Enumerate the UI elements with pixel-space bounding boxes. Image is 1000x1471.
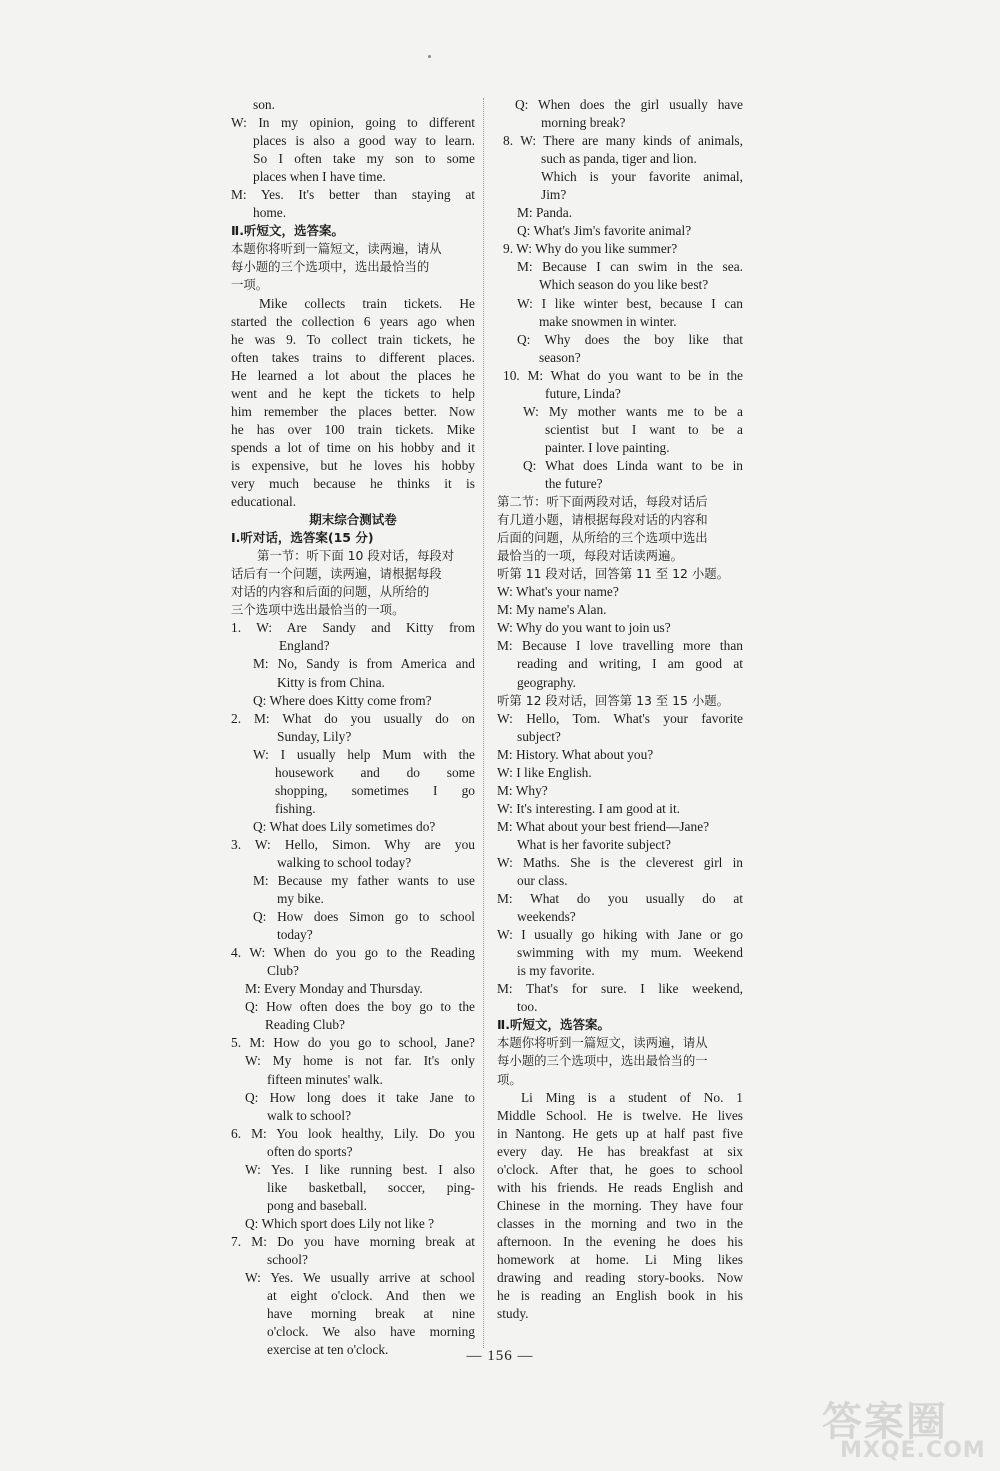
text-line: him remember the places better. Now: [231, 403, 475, 419]
text-line: 3. W: Hello, Simon. Why are you: [231, 836, 475, 852]
text-line: he was 9. To collect train tickets, he: [231, 331, 475, 347]
text-line: England?: [279, 638, 330, 654]
text-line: M: Every Monday and Thursday.: [245, 981, 423, 997]
text-line: Mike collects train tickets. He: [259, 295, 475, 311]
text-line: my bike.: [277, 891, 324, 907]
text-line: Q: Why does the boy like that: [517, 331, 743, 347]
text-line: o'clock. We also have morning: [267, 1324, 475, 1340]
text-line: 有几道小题，请根据每段对话的内容和: [497, 512, 708, 528]
text-line: 2. M: What do you usually do on: [231, 710, 475, 726]
text-line: school?: [267, 1252, 308, 1267]
watermark-url: MXQE.COM: [840, 1438, 986, 1463]
text-line: Q: When does the girl usually have: [515, 97, 743, 112]
text-line: Ⅱ.听短文，选答案。: [497, 1017, 610, 1033]
text-line: make snowmen in winter.: [539, 313, 677, 329]
text-line: 8. W: There are many kinds of animals,: [503, 133, 743, 149]
text-line: with his friends. He reads English and: [497, 1179, 743, 1195]
text-line: Club?: [267, 963, 299, 979]
text-line: Ⅱ.听短文，选答案。: [231, 223, 344, 239]
text-line: Ⅰ.听对话，选答案(15 分): [231, 530, 374, 546]
text-line: 第二节：听下面两段对话，每段对话后: [497, 494, 708, 510]
text-line: W: My mother wants me to be a: [523, 403, 743, 419]
text-line: Chinese in the morning. They have four: [497, 1197, 743, 1213]
left-column: [231, 96, 475, 1359]
text-line: 每小题的三个选项中，选出最恰当的: [231, 259, 430, 275]
text-line: he has over 100 train tickets. Mike: [231, 421, 475, 437]
text-line: Q: Where does Kitty come from?: [253, 692, 432, 708]
text-line: W: I like English.: [497, 764, 592, 780]
text-line: season?: [539, 349, 581, 365]
text-line: housework and do some: [275, 764, 475, 780]
text-line: 1. W: Are Sandy and Kitty from: [231, 620, 475, 636]
text-line: Li Ming is a student of No. 1: [521, 1089, 743, 1105]
text-line: places is also a good way to learn.: [253, 133, 475, 149]
text-line: walk to school?: [267, 1107, 352, 1123]
text-line: Q: How does Simon go to school: [253, 909, 475, 925]
text-line: places when I have time.: [253, 169, 386, 185]
text-line: W: Why do you want to join us?: [497, 620, 671, 636]
text-line: such as panda, tiger and lion.: [541, 151, 697, 167]
text-line: too.: [517, 999, 538, 1015]
text-line: very much because he thinks it is: [231, 475, 475, 491]
watermark-logo: [812, 1390, 986, 1470]
text-line: 4. W: When do you go to the Reading: [231, 945, 475, 961]
text-line: today?: [277, 927, 313, 943]
text-line: exercise at ten o'clock.: [267, 1342, 389, 1358]
text-line: Kitty is from China.: [277, 674, 385, 690]
text-line: 10. M: What do you want to be in the: [503, 367, 743, 383]
text-line: shopping, sometimes I go: [275, 782, 475, 798]
text-line: What is her favorite subject?: [517, 836, 671, 852]
text-line: W: Hello, Tom. What's your favorite: [497, 710, 743, 726]
text-line: M: What do you usually do at: [497, 891, 743, 907]
text-line: every day. He has breakfast at six: [497, 1143, 743, 1159]
text-line: M: Why?: [497, 782, 548, 798]
text-line: 本题你将听到一篇短文，读两遍，请从: [497, 1035, 708, 1051]
text-line: in Nantong. He gets up at half past five: [497, 1125, 743, 1141]
text-line: 一项。: [231, 277, 269, 293]
text-line: M: Panda.: [517, 205, 573, 221]
right-column: [497, 96, 743, 1323]
text-line: He learned a lot about the places he: [231, 367, 475, 383]
text-line: M: Because I love travelling more than: [497, 638, 743, 654]
text-line: fifteen minutes' walk.: [267, 1071, 383, 1087]
text-line: Middle School. He is twelve. He lives: [497, 1107, 743, 1123]
text-line: 后面的问题，从所给的三个选项中选出: [497, 530, 708, 546]
text-line: at eight o'clock. And then we: [267, 1288, 475, 1304]
text-line: swimming with my mum. Weekend: [517, 945, 743, 961]
text-line: M: That's for sure. I like weekend,: [497, 981, 743, 997]
text-line: homework at home. Li Ming likes: [497, 1252, 743, 1267]
text-line: M: Because I can swim in the sea.: [517, 259, 743, 275]
text-line: 每小题的三个选项中，选出最恰当的一: [497, 1053, 708, 1069]
text-line: M: Because my father wants to use: [253, 873, 475, 889]
text-line: W: I usually help Mum with the: [253, 746, 475, 762]
scan-speck: [428, 55, 431, 58]
text-line: our class.: [517, 873, 568, 889]
text-line: painter. I love painting.: [545, 439, 670, 455]
text-line: educational.: [231, 494, 297, 510]
text-line: M: History. What about you?: [497, 746, 654, 762]
text-line: weekends?: [517, 909, 576, 925]
text-line: drawing and reading story-books. Now: [497, 1270, 743, 1286]
text-line: 项。: [497, 1071, 522, 1087]
text-line: started the collection 6 years ago when: [231, 313, 475, 329]
text-line: Q: How long does it take Jane to: [245, 1089, 475, 1105]
text-line: W: I like winter best, because I can: [517, 295, 743, 311]
text-line: 听第 12 段对话，回答第 13 至 15 小题。: [497, 692, 730, 708]
text-line: like basketball, soccer, ping-: [267, 1179, 475, 1195]
text-line: W: In my opinion, going to different: [231, 115, 475, 131]
text-line: 对话的内容和后面的问题，从所给的: [231, 584, 430, 600]
text-line: is my favorite.: [517, 963, 595, 979]
text-line: 最恰当的一项，每段对话读两遍。: [497, 548, 683, 564]
text-line: future, Linda?: [545, 385, 621, 401]
text-line: Q: What does Linda want to be in: [523, 457, 743, 473]
text-line: often do sports?: [267, 1143, 353, 1159]
text-line: Which is your favorite animal,: [541, 169, 743, 185]
text-line: afternoon. In the evening he does his: [497, 1233, 743, 1249]
text-line: 听第 11 段对话，回答第 11 至 12 小题。: [497, 566, 730, 582]
text-line: 三个选项中选出最恰当的一项。: [231, 602, 405, 618]
text-line: walking to school today?: [277, 854, 412, 870]
text-line: morning break?: [541, 115, 626, 131]
text-line: Q: What's Jim's favorite animal?: [517, 223, 692, 239]
text-line: M: My name's Alan.: [497, 602, 607, 618]
text-line: 本题你将听到一篇短文，读两遍，请从: [231, 241, 442, 257]
watermark-glyphs: 答案圈: [822, 1399, 948, 1445]
text-line: W: Maths. She is the cleverest girl in: [497, 854, 743, 870]
text-line: pong and baseball.: [267, 1197, 368, 1213]
text-line: 7. M: Do you have morning break at: [231, 1233, 475, 1249]
text-line: subject?: [517, 728, 561, 744]
text-line: Sunday, Lily?: [277, 728, 352, 744]
text-line: W: My home is not far. It's only: [245, 1053, 475, 1069]
text-line: son.: [253, 97, 275, 112]
text-line: went and he kept the tickets to help: [231, 385, 475, 401]
text-line: 期末综合测试卷: [309, 512, 397, 528]
text-line: W: Yes. We usually arrive at school: [245, 1270, 475, 1286]
page-number-value: 156: [487, 1348, 513, 1364]
text-line: geography.: [517, 674, 576, 690]
text-line: 话后有一个问题，读两遍，请根据每段: [231, 566, 442, 582]
text-line: home.: [253, 205, 287, 221]
text-line: W: I usually go hiking with Jane or go: [497, 927, 743, 943]
text-line: W: It's interesting. I am good at it.: [497, 800, 681, 816]
text-line: study.: [497, 1306, 529, 1322]
text-line: is expensive, but he loves his hobby: [231, 457, 475, 473]
text-line: Jim?: [541, 187, 567, 203]
text-line: he is reading an English book in his: [497, 1288, 743, 1304]
text-line: Reading Club?: [265, 1017, 345, 1033]
text-line: scientist but I want to be a: [545, 421, 743, 437]
text-line: Q: How often does the boy go to the: [245, 999, 475, 1015]
text-line: spends a lot of time on his hobby and it: [231, 439, 475, 455]
text-line: So I often take my son to some: [253, 151, 475, 167]
text-line: M: Yes. It's better than staying at: [231, 187, 475, 203]
text-line: Q: Which sport does Lily not like ?: [245, 1215, 435, 1231]
text-line: Which season do you like best?: [539, 277, 709, 293]
text-line: have morning break at nine: [267, 1306, 475, 1322]
text-line: often takes trains to different places.: [231, 349, 475, 365]
text-line: 5. M: How do you go to school, Jane?: [231, 1035, 475, 1051]
text-line: Q: What does Lily sometimes do?: [253, 818, 436, 834]
text-line: M: What about your best friend—Jane?: [497, 818, 710, 834]
text-line: o'clock. After that, he goes to school: [497, 1161, 743, 1177]
text-line: 第一节：听下面 10 段对话，每段对: [257, 548, 455, 564]
text-line: 9. W: Why do you like summer?: [503, 241, 678, 257]
text-line: classes in the morning and two in the: [497, 1215, 743, 1231]
column-divider: [483, 98, 484, 1348]
text-line: the future?: [545, 475, 603, 491]
text-line: fishing.: [275, 800, 316, 816]
text-line: reading and writing, I am good at: [517, 656, 743, 672]
text-line: 6. M: You look healthy, Lily. Do you: [231, 1125, 475, 1141]
text-line: W: What's your name?: [497, 584, 619, 600]
text-line: M: No, Sandy is from America and: [253, 656, 475, 672]
text-line: W: Yes. I like running best. I also: [245, 1161, 475, 1177]
page-number: — 156 —: [466, 1348, 534, 1364]
